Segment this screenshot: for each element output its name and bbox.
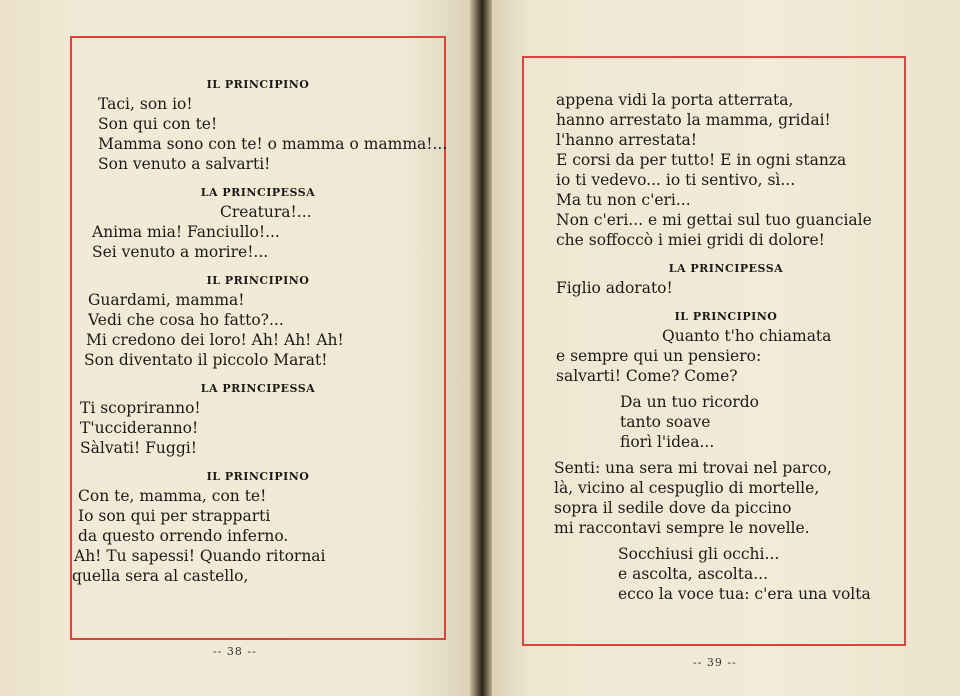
verse-line: Senti: una sera mi trovai nel parco, [554,459,832,477]
verse-line: l'hanno arrestata! [556,131,698,149]
verse-line: Guardami, mamma! [88,291,245,309]
verse-line: salvarti! Come? Come? [556,367,738,385]
verse-line: E corsi da per tutto! E in ogni stanza [556,151,847,169]
verse-line: fiorì l'idea... [620,433,715,451]
speaker-heading: IL PRINCIPINO [206,470,310,483]
verse-line: Sàlvati! Fuggi! [80,439,197,457]
verse-line: Mi credono dei loro! Ah! Ah! Ah! [86,331,344,349]
verse-line: mi raccontavi sempre le novelle. [554,519,810,537]
verse-line: Con te, mamma, con te! [78,487,267,505]
verse-line: Ma tu non c'eri... [556,191,691,209]
verse-line: hanno arrestato la mamma, gridai! [556,111,831,129]
verse-line: Quanto t'ho chiamata [662,327,832,345]
left-page-text [72,76,448,586]
verse-line: Ti scopriranno! [80,399,201,417]
verse-line: Vedi che cosa ho fatto?... [88,311,284,329]
verse-line: tanto soave [620,413,711,431]
verse-line: là, vicino al cespuglio di mortelle, [554,479,820,497]
verse-line: io ti vedevo... io ti sentivo, sì... [556,171,796,189]
verse-line: Sei venuto a morire!... [92,243,269,261]
verse-line: e sempre qui un pensiero: [556,347,762,365]
verse-line: Creatura!... [220,203,312,221]
speaker-heading: IL PRINCIPINO [674,310,778,323]
verse-line: quella sera al castello, [72,567,249,585]
verse-line: Ah! Tu sapessi! Quando ritornai [74,547,326,565]
verse-line: T'uccideranno! [80,419,199,437]
right-page-text [556,90,896,604]
verse-line: da questo orrendo inferno. [78,527,289,545]
verse-line: Socchiusi gli occhi... [618,545,780,563]
verse-line: appena vidi la porta atterrata, [556,91,794,109]
verse-line: ecco la voce tua: c'era una volta [618,585,871,603]
verse-line: Io son qui per strapparti [78,507,271,525]
left-page-number: -- 38 -- [213,645,257,658]
speaker-heading: IL PRINCIPINO [206,274,310,287]
speaker-heading: LA PRINCIPESSA [668,262,784,275]
verse-line: Non c'eri... e mi gettai sul tuo guanciale [556,211,872,229]
verse-line: Da un tuo ricordo [620,393,760,411]
verse-line: Son venuto a salvarti! [98,155,271,173]
verse-line: Mamma sono con te! o mamma o mamma!... [98,135,448,153]
verse-line: Anima mia! Fanciullo!... [92,223,280,241]
verse-line: Figlio adorato! [556,279,673,297]
verse-line: e ascolta, ascolta... [618,565,769,583]
verse-line: che soffoccò i miei gridi di dolore! [556,231,825,249]
right-page-number: -- 39 -- [693,656,737,669]
verse-line: Taci, son io! [98,95,193,113]
speaker-heading: LA PRINCIPESSA [200,186,316,199]
speaker-heading: LA PRINCIPESSA [200,382,316,395]
verse-line: Son qui con te! [98,115,218,133]
verse-line: sopra il sedile dove da piccino [554,499,792,517]
verse-line: Son diventato il piccolo Marat! [84,351,328,369]
speaker-heading: IL PRINCIPINO [206,78,310,91]
book-gutter [470,0,492,696]
